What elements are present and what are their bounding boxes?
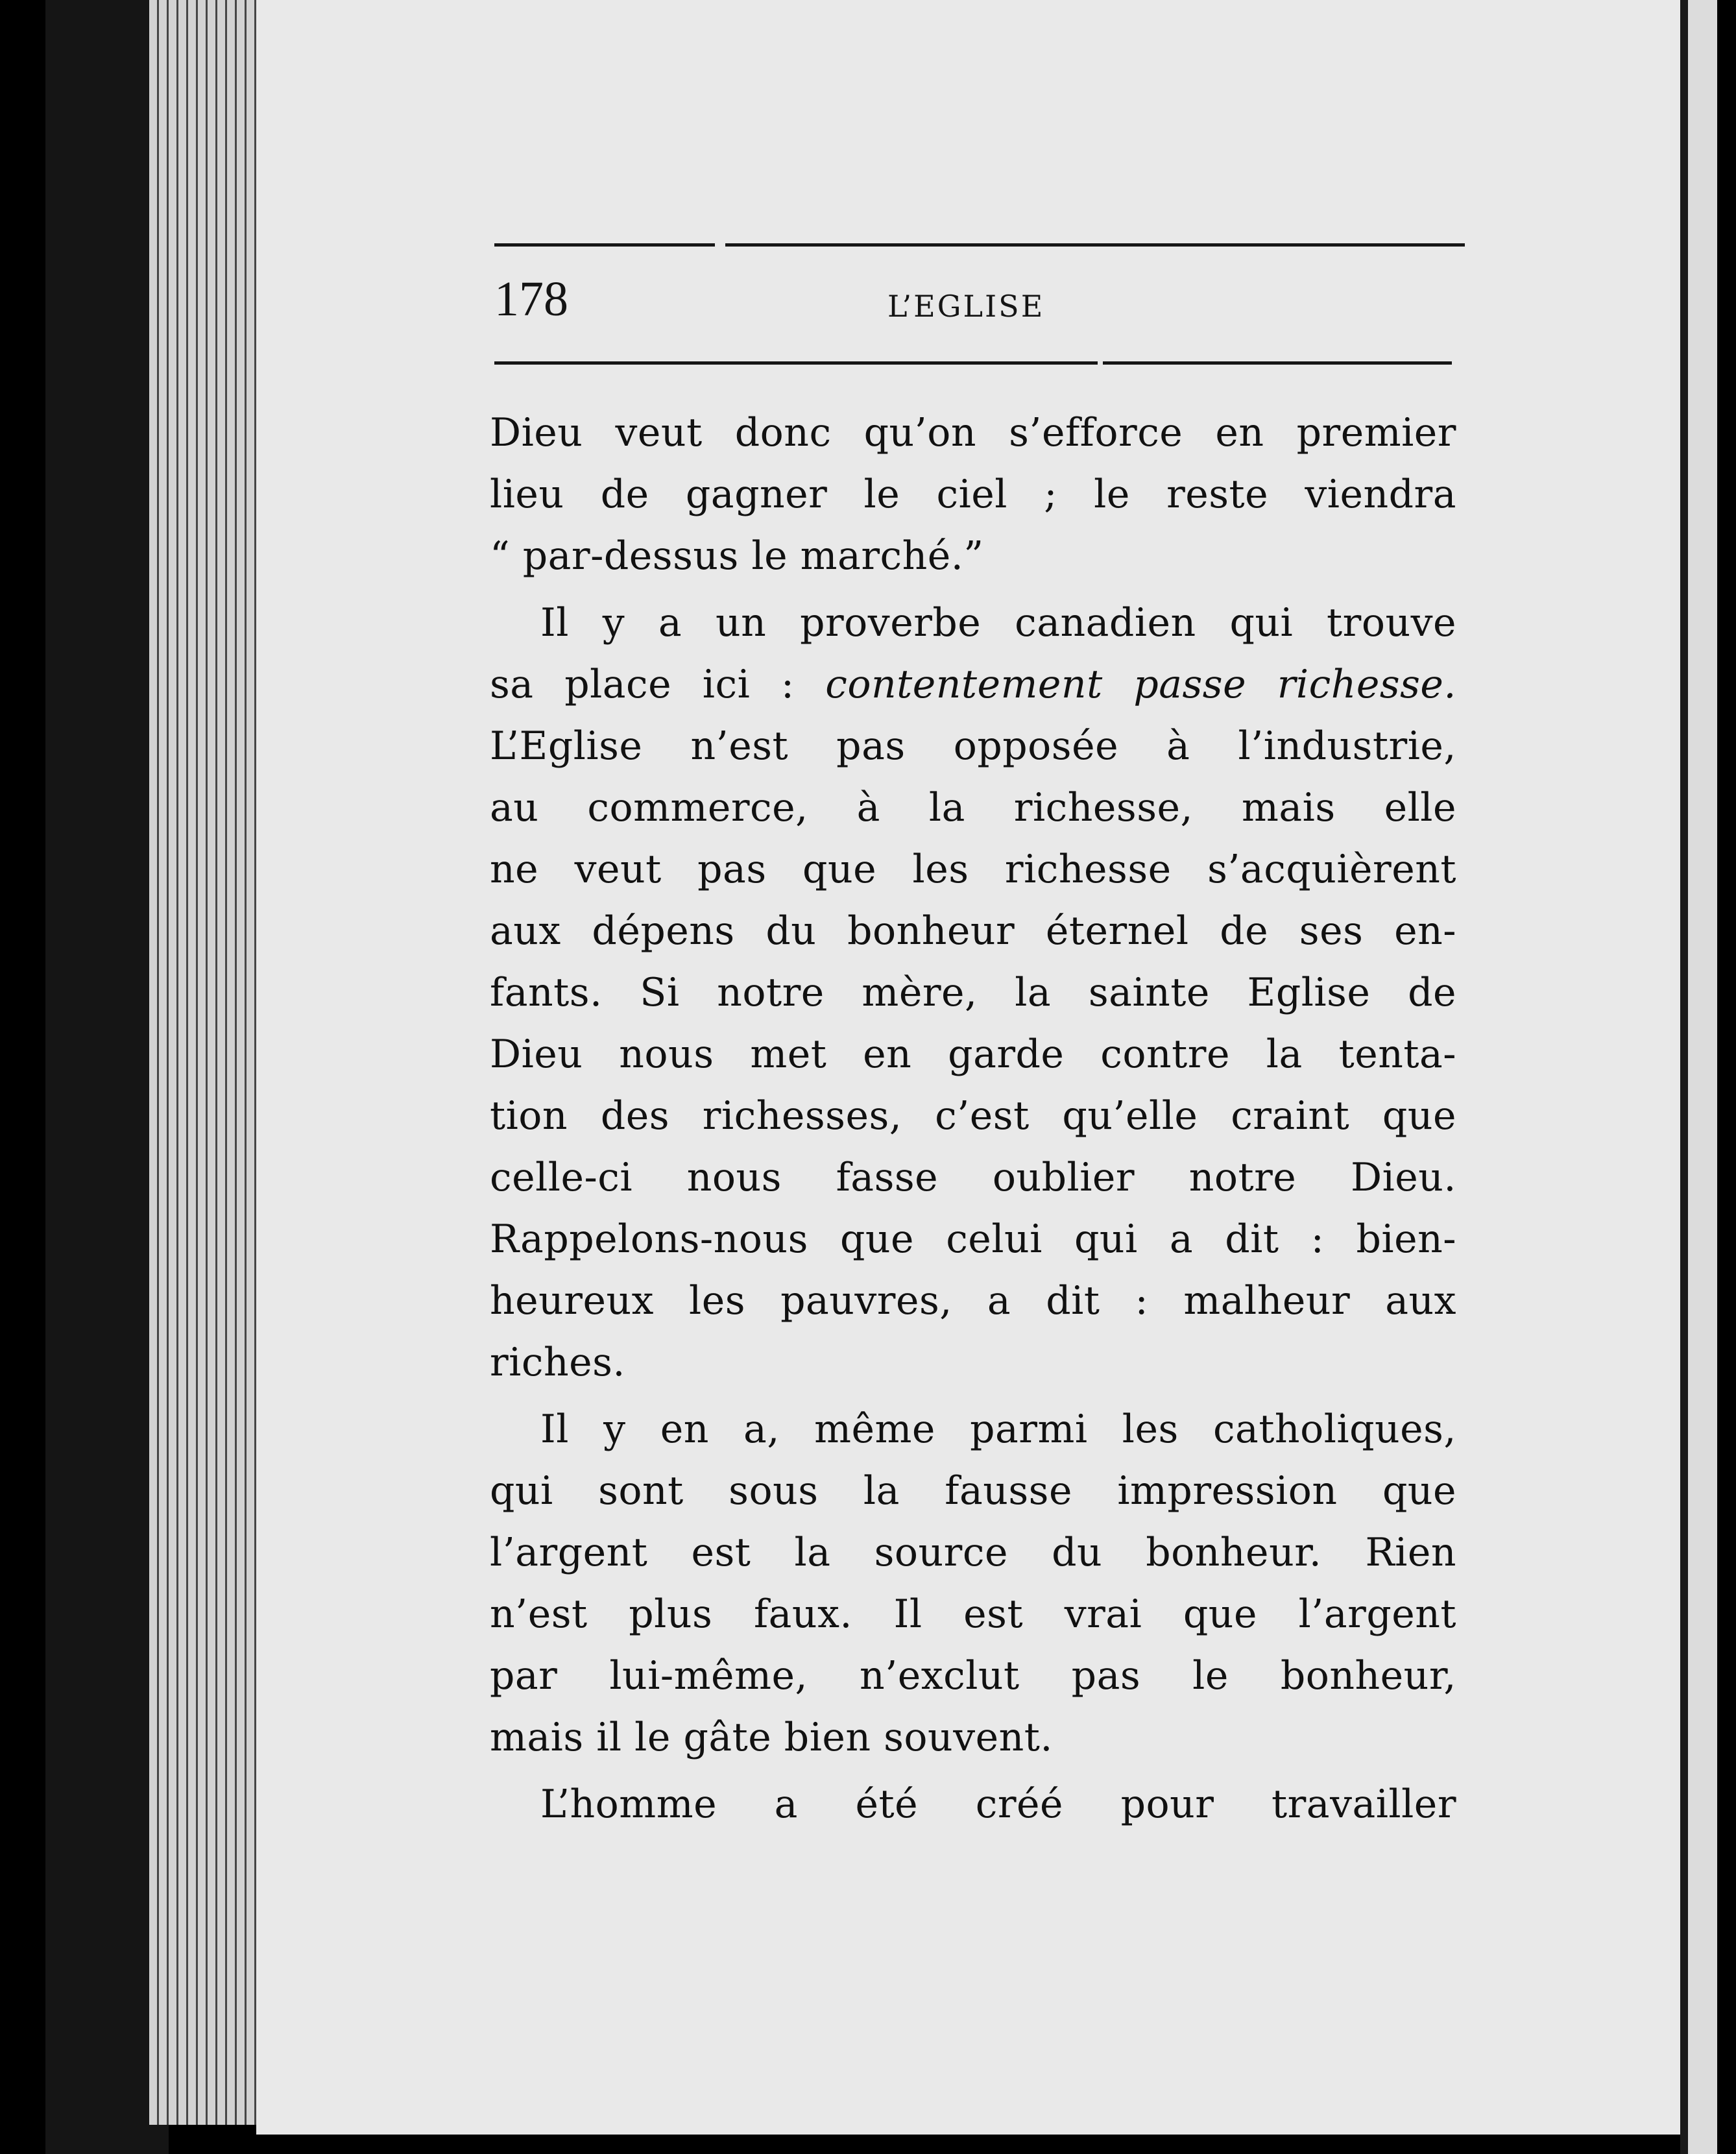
header-rule-top: [725, 243, 1465, 247]
text-line: n’est plus faux. Il est vrai que l’argent: [490, 1591, 1456, 1637]
text-line: “ par-dessus le marché.”: [490, 533, 984, 579]
stacked-page-edges: [149, 0, 266, 2125]
facing-page-edge: [1688, 0, 1717, 2154]
text-line: L’homme a été créé pour travailler: [540, 1782, 1456, 1827]
text-line: riches.: [490, 1340, 625, 1385]
text-line: Dieu veut donc qu’on s’efforce en premier: [490, 410, 1456, 455]
page-shadow: [1680, 0, 1688, 2154]
header-rule-top: [494, 243, 715, 247]
text-line: l’argent est la source du bonheur. Rien: [490, 1530, 1456, 1575]
text-line: lieu de gagner le ciel ; le reste viendra: [490, 472, 1456, 517]
text-line: Il y en a, même parmi les catholiques,: [540, 1407, 1456, 1452]
text-line: L’Eglise n’est pas opposée à l’industrie,: [490, 723, 1456, 769]
text-line: mais il le gâte bien souvent.: [490, 1715, 1053, 1760]
text-line: fants. Si notre mère, la sainte Eglise de: [490, 970, 1456, 1015]
text-line: par lui-même, n’exclut pas le bonheur,: [490, 1653, 1456, 1699]
text-line: ne veut pas que les richesse s’acquièrent: [490, 847, 1456, 892]
text-line: Dieu nous met en garde contre la tenta-: [490, 1032, 1456, 1077]
header-rule-bottom: [494, 361, 1098, 365]
body-text: [490, 402, 1456, 1835]
text-line: qui sont sous la fausse impression que: [490, 1468, 1456, 1514]
text-line: celle-ci nous fasse oublier notre Dieu.: [490, 1155, 1456, 1200]
italic-proverb: contentement passe richesse.: [825, 662, 1457, 707]
text-line: tion des richesses, c’est qu’elle craint que: [490, 1093, 1456, 1139]
text-line: au commerce, à la richesse, mais elle: [490, 785, 1456, 830]
text-line: Rappelons-nous que celui qui a dit : bien-: [490, 1216, 1456, 1262]
text-line: heureux les pauvres, a dit : malheur aux: [490, 1278, 1456, 1324]
text-fragment: sa place ici :: [490, 662, 795, 707]
text-line: Il y a un proverbe canadien qui trouve: [540, 600, 1456, 646]
running-title: L’EGLISE: [887, 289, 1045, 324]
header-rule-bottom: [1103, 361, 1452, 365]
page-number: 178: [494, 272, 568, 326]
text-line: [490, 654, 1456, 716]
text-line: aux dépens du bonheur éternel de ses en-: [490, 908, 1456, 954]
